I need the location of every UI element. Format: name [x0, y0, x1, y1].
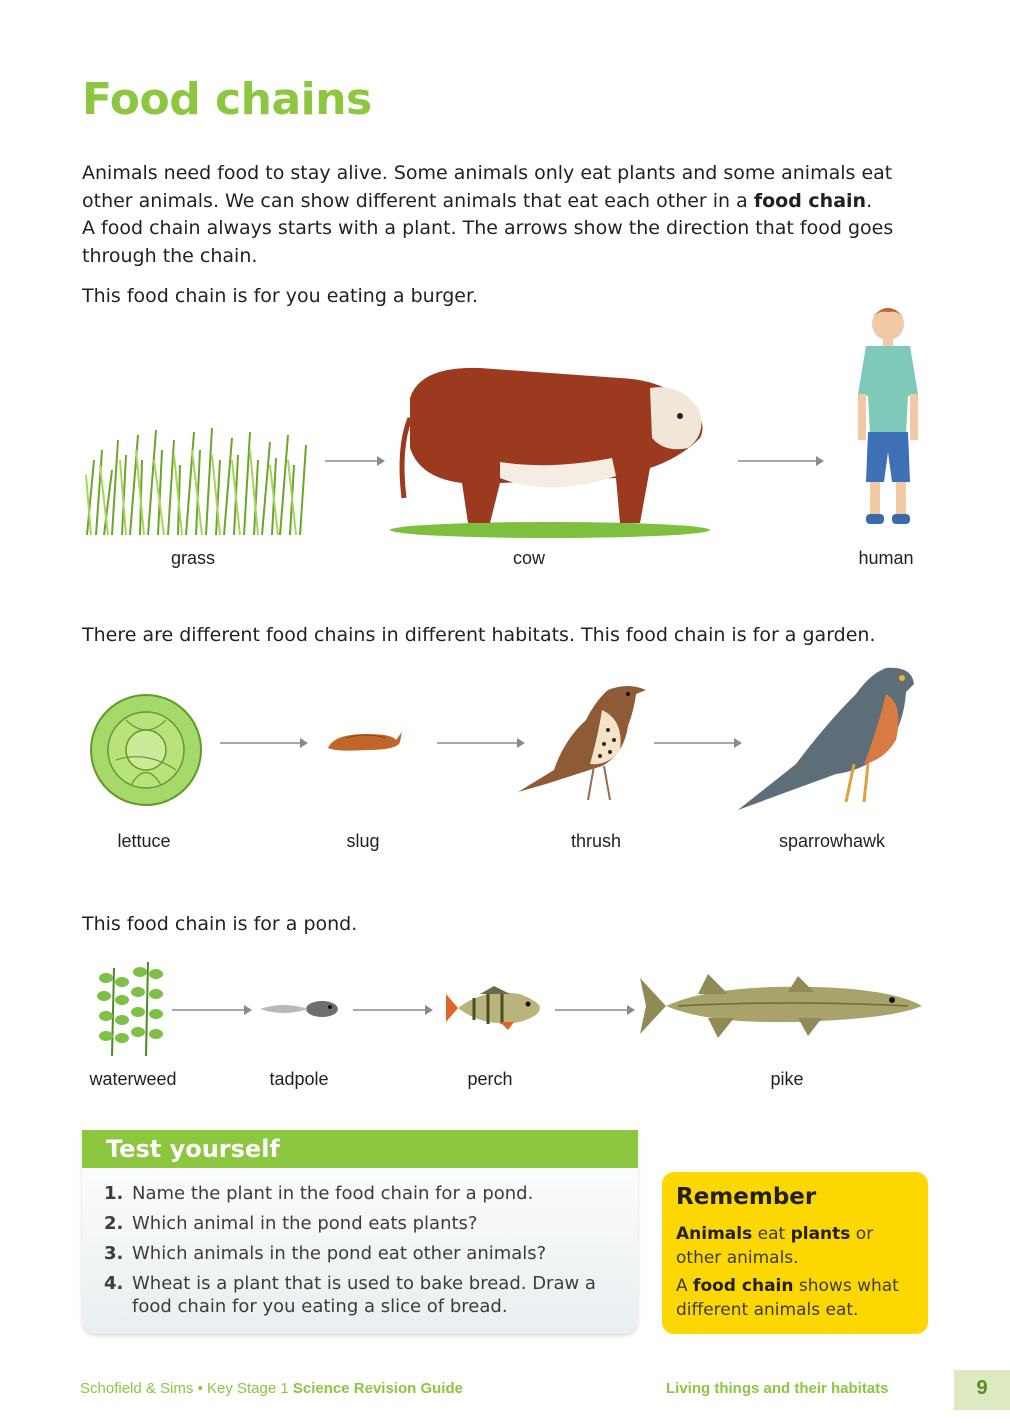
arrow-lettuce-to-slug	[220, 736, 308, 750]
lettuce-illustration	[86, 690, 208, 808]
remember-text: eat	[752, 1224, 791, 1244]
label-pike: pike	[770, 1069, 804, 1089]
label-waterweed: waterweed	[89, 1069, 177, 1089]
footer-guide: Science Revision Guide	[292, 1380, 463, 1397]
label-sparrowhawk: sparrowhawk	[778, 831, 886, 851]
question-text: Name the plant in the food chain for a pond.	[132, 1183, 534, 1204]
intro-bold-term: food chain	[753, 189, 867, 212]
test-yourself-box	[82, 1130, 638, 1334]
remember-heading: Remember	[676, 1184, 817, 1210]
perch-illustration	[444, 986, 544, 1030]
page-title: Food chains	[82, 74, 372, 125]
remember-term-plants: plants	[790, 1224, 851, 1244]
intro-line1-end: .	[866, 189, 873, 212]
footer-section: Living things and their habitats	[666, 1380, 889, 1397]
footer-left	[80, 1380, 463, 1397]
label-grass: grass	[170, 548, 215, 568]
cow-illustration	[380, 358, 712, 538]
sparrowhawk-illustration	[736, 664, 918, 812]
arrow-slug-to-thrush	[437, 736, 525, 750]
pike-illustration	[638, 966, 926, 1044]
intro-text	[82, 160, 902, 270]
label-human: human	[858, 548, 914, 568]
arrow-thrush-to-sparrowhawk	[654, 736, 742, 750]
question-number: 1.	[104, 1183, 124, 1204]
question-text: Which animal in the pond eats plants?	[132, 1213, 478, 1234]
question-item	[104, 1242, 624, 1265]
label-thrush: thrush	[570, 831, 622, 851]
label-perch: perch	[467, 1069, 513, 1089]
label-slug: slug	[346, 831, 380, 851]
human-illustration	[852, 302, 924, 536]
garden-chain-caption: There are different food chains in different habitats. This food chain is for a garden.	[82, 624, 876, 646]
remember-text: shows what different animals eat.	[676, 1276, 899, 1320]
tadpole-illustration	[258, 998, 340, 1020]
footer-stage: Key Stage 1	[207, 1380, 289, 1397]
pond-chain-caption: This food chain is for a pond.	[82, 913, 358, 935]
intro-line2: A food chain always starts with a plant. The arrows show the direction that food goes through the chain.	[82, 217, 894, 267]
page-number: 9	[954, 1370, 1010, 1410]
thrush-illustration	[516, 680, 650, 802]
test-yourself-heading: Test yourself	[82, 1130, 638, 1168]
remember-term-food-chain: food chain	[693, 1276, 794, 1296]
question-number: 3.	[104, 1243, 124, 1264]
footer-publisher: Schofield & Sims	[80, 1380, 194, 1397]
remember-text: A	[676, 1276, 694, 1296]
question-text: Which animals in the pond eat other animals?	[132, 1243, 547, 1264]
remember-point-2	[676, 1274, 920, 1322]
remember-term-animals: Animals	[676, 1224, 753, 1244]
question-item	[104, 1272, 624, 1318]
remember-box	[662, 1172, 928, 1334]
question-number: 2.	[104, 1213, 124, 1234]
arrow-perch-to-pike	[555, 1003, 635, 1017]
footer-separator: •	[197, 1380, 203, 1397]
remember-text: or other animals.	[676, 1224, 874, 1268]
waterweed-illustration	[92, 958, 172, 1058]
remember-point-1	[676, 1222, 920, 1270]
grass-illustration	[82, 420, 314, 540]
label-tadpole: tadpole	[269, 1069, 329, 1089]
label-lettuce: lettuce	[117, 831, 171, 851]
question-number: 4.	[104, 1273, 124, 1294]
question-item	[104, 1182, 624, 1205]
slug-illustration	[326, 730, 404, 754]
question-text: Wheat is a plant that is used to bake bread. Draw a food chain for you eating a slice of bread.	[132, 1273, 596, 1317]
test-questions-list	[104, 1182, 624, 1325]
intro-line1: Animals need food to stay alive. Some animals only eat plants and some animals eat other animals. We can show different animals that eat each other in a	[82, 162, 893, 212]
arrow-tadpole-to-perch	[353, 1003, 433, 1017]
arrow-cow-to-human	[738, 454, 824, 468]
label-cow: cow	[512, 548, 545, 568]
burger-chain-caption: This food chain is for you eating a burger.	[82, 285, 479, 307]
arrow-waterweed-to-tadpole	[172, 1003, 252, 1017]
arrow-grass-to-cow	[325, 454, 385, 468]
question-item	[104, 1212, 624, 1235]
